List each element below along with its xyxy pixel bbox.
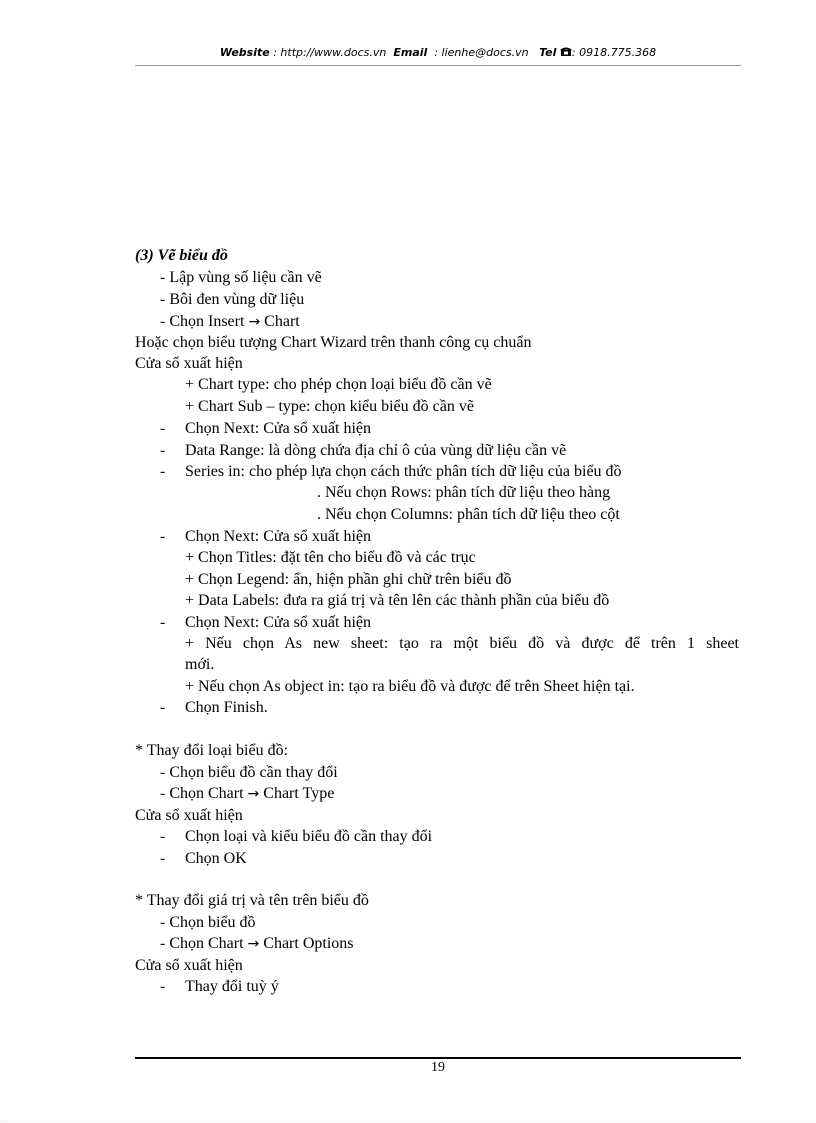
bullet-line: Series in: cho phép lựa chọn cách thức phân tích dữ liệu của biểu đồ xyxy=(185,463,622,480)
bullet-dash: - xyxy=(160,828,166,845)
step-text: - Chọn Insert xyxy=(160,313,249,330)
sub-step-line: + Nếu chọn As new sheet: tạo ra một biểu đồ và được để trên 1 sheet xyxy=(185,635,739,652)
step-text: Chart Type xyxy=(259,785,335,802)
email-address[interactable]: : lienhe@docs.vn xyxy=(434,46,529,59)
paragraph-line: Cửa sổ xuất hiện xyxy=(135,355,243,372)
sub-step-line: + Chọn Titles: đặt tên cho biểu đồ và các trục xyxy=(185,549,476,566)
bullet-dash: - xyxy=(160,463,166,480)
tel-label: Tel xyxy=(539,46,557,59)
sub-step-line: + Chart Sub – type: chọn kiểu biểu đồ cần vẽ xyxy=(185,398,474,415)
option-line: . Nếu chọn Columns: phân tích dữ liệu theo cột xyxy=(317,506,620,523)
header-divider xyxy=(135,65,741,66)
sub-step-line: + Data Labels: đưa ra giá trị và tên lên các thành phần của biểu đồ xyxy=(185,592,610,609)
bullet-line: Chọn Next: Cửa sổ xuất hiện xyxy=(185,614,371,631)
sub-step-line: + Chọn Legend: ẩn, hiện phần ghi chữ trên biểu đồ xyxy=(185,571,512,588)
arrow-right-icon: → xyxy=(248,314,261,330)
page-bottom-border xyxy=(0,1121,816,1122)
bullet-dash: - xyxy=(160,442,166,459)
step-text: - Chọn Chart xyxy=(160,785,248,802)
bullet-line: Thay đổi tuỳ ý xyxy=(185,978,279,995)
bullet-dash: - xyxy=(160,699,166,716)
section-heading: (3) Vẽ biểu đồ xyxy=(135,247,228,264)
sub-step-line: + Nếu chọn As object in: tạo ra biểu đồ và được để trên Sheet hiện tại. xyxy=(185,678,635,695)
bullet-dash: - xyxy=(160,850,166,867)
page-header xyxy=(135,46,741,66)
bullet-line: Chọn Next: Cửa sổ xuất hiện xyxy=(185,528,371,545)
bullet-line: Chọn Next: Cửa sổ xuất hiện xyxy=(185,420,371,437)
sub-step-continuation: mới. xyxy=(185,656,215,673)
subsection-title: * Thay đổi giá trị và tên trên biểu đồ xyxy=(135,892,369,909)
step-line: - Lập vùng số liệu cần vẽ xyxy=(160,269,322,286)
bullet-line: Chọn loại và kiểu biểu đồ cần thay đổi xyxy=(185,828,433,845)
subsection-title: * Thay đổi loại biểu đồ: xyxy=(135,742,289,759)
step-line: - Chọn biểu đồ xyxy=(160,914,256,931)
bullet-line: Data Range: là dòng chứa địa chỉ ô của vùng dữ liệu cần vẽ xyxy=(185,442,567,459)
step-text: - Chọn Chart xyxy=(160,935,248,952)
bullet-dash: - xyxy=(160,614,166,631)
step-text: Chart Options xyxy=(259,935,354,952)
sub-step-line: + Chart type: cho phép chọn loại biểu đồ cần vẽ xyxy=(185,376,492,393)
tel-number: : 0918.775.368 xyxy=(571,46,657,59)
step-line xyxy=(160,311,300,333)
paragraph-line: Cửa sổ xuất hiện xyxy=(135,957,243,974)
step-line: - Bôi đen vùng dữ liệu xyxy=(160,291,305,308)
step-line xyxy=(160,783,334,805)
paragraph-line: Hoặc chọn biểu tượng Chart Wizard trên thanh công cụ chuẩn xyxy=(135,334,532,351)
arrow-right-icon: → xyxy=(247,936,260,952)
page-number: 19 xyxy=(431,1060,445,1075)
bullet-line: Chọn Finish. xyxy=(185,699,268,716)
email-label: Email xyxy=(393,46,428,59)
bullet-dash: - xyxy=(160,420,166,437)
bullet-line: Chọn OK xyxy=(185,850,247,867)
website-label: Website xyxy=(219,46,270,59)
bullet-dash: - xyxy=(160,528,166,545)
arrow-right-icon: → xyxy=(247,786,260,802)
bullet-dash: - xyxy=(160,978,166,995)
paragraph-line: Cửa sổ xuất hiện xyxy=(135,807,243,824)
website-url[interactable]: : http://www.docs.vn xyxy=(273,46,387,59)
step-text: Chart xyxy=(260,313,300,330)
option-line: . Nếu chọn Rows: phân tích dữ liệu theo hàng xyxy=(317,484,611,501)
step-line xyxy=(160,933,354,955)
phone-icon xyxy=(560,46,572,60)
step-line: - Chọn biểu đồ cần thay đổi xyxy=(160,764,338,781)
